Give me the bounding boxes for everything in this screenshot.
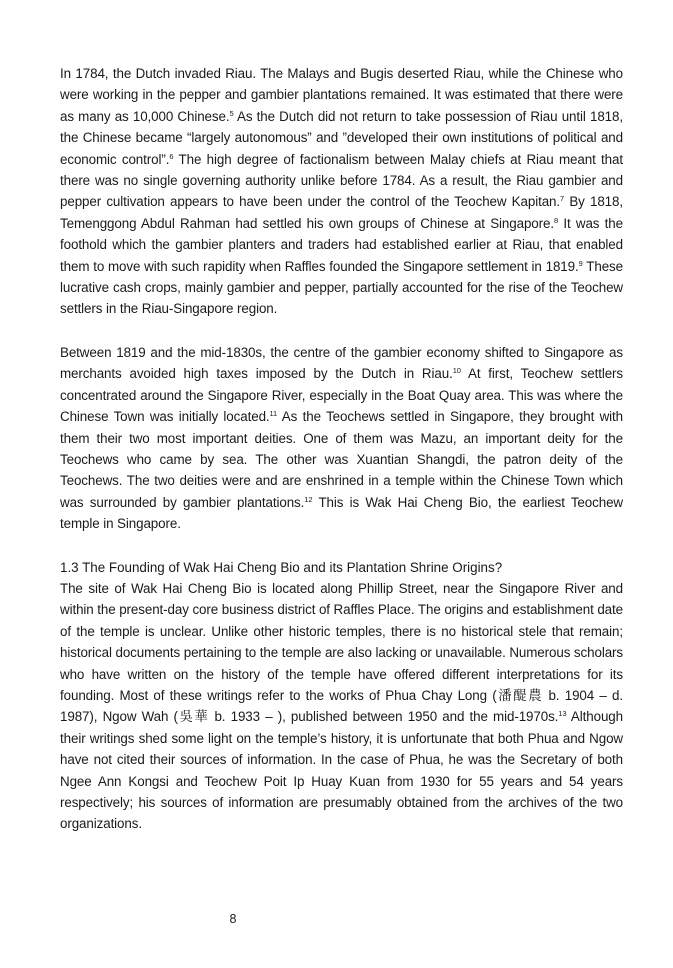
- paragraph-temple-founding: [60, 578, 623, 835]
- footnote-marker: 8: [553, 215, 559, 225]
- text-run: The high degree of factionalism between Malay chiefs at Riau meant that there was no single governing authority unlike before 1784. As a result, the Riau gambier and pepper cultivation appears to have been under the control of the Teochew Kapitan.: [60, 151, 623, 210]
- text-run: These lucrative cash crops, mainly gambier and pepper, partially accounted for the rise of the Teochew settlers in the Riau-Singapore region.: [60, 258, 623, 317]
- footnote-marker: 13: [558, 709, 567, 719]
- paragraph-riau-history: [60, 63, 623, 320]
- footnote-marker: 11: [269, 409, 278, 419]
- text-run: Between 1819 and the mid-1830s, the centre of the gambier economy shifted to Singapore as merchants avoided high taxes imposed by the Dutch in Riau.: [60, 344, 623, 382]
- text-run: This is Wak Hai Cheng Bio, the earliest Teochew temple in Singapore.: [60, 494, 623, 532]
- footnote-marker: 10: [452, 366, 461, 376]
- footnote-marker: 6: [169, 151, 174, 161]
- text-run: It was the foothold which the gambier planters and traders had established earlier at Riau, that enabled them to move with such rapidity when Raffles founded the Singapore settlement in 1819.: [60, 215, 623, 274]
- section-heading: 1.3 The Founding of Wak Hai Cheng Bio and its Plantation Shrine Origins?: [60, 559, 503, 575]
- document-body: [60, 63, 623, 835]
- text-run: As the Teochews settled in Singapore, they brought with them their two most important deities. One of them was Mazu, an important deity for the Teochews who came by sea. The other was Xuantian Shangdi, the patron deity of the Teochews. The two deities were and are enshrined in a temple within the Chinese Town which was surrounded by gambier plantations.: [60, 409, 623, 510]
- text-run: Although their writings shed some light on the temple’s history, it is unfortunate that both Phua and Ngow have not cited their sources of information. In the case of Phua, he was the Secretary of both Ngee Ann Kongsi and Teochew Poit Ip Huay Kuan from 1930 for 55 years and 54 years respectively; his sources of information are presumably obtained from the archives of the two organizations.: [60, 709, 623, 832]
- text-run: As the Dutch did not return to take possession of Riau until 1818, the Chinese became “largely autonomous” and ”developed their own institutions of political and economic control”.: [60, 108, 623, 167]
- text-run: The site of Wak Hai Cheng Bio is located along Phillip Street, near the Singapore River and within the present-day core business district of Raffles Place. The origins and establishment date of the temple is unclear. Unlike other historic temples, there is no historical stele that remain; historical documents pertaining to the temple are also lacking or unavailable. Numerous scholars who have written on the history of the temple have offered different interpretations for its founding. Most of these writings refer to the works of Phua Chay Long (潘醍農 b. 1904 – d. 1987), Ngow Wah (吳華 b. 1933 – ), published between 1950 and the mid-1970s.: [60, 580, 623, 725]
- paragraph-gambier-economy: [60, 342, 623, 535]
- footnote-marker: 12: [304, 494, 313, 504]
- text-run: By 1818, Temenggong Abdul Rahman had settled his own groups of Chinese at Singapore.: [60, 194, 623, 231]
- footnote-marker: 7: [560, 194, 565, 204]
- footnote-marker: 9: [578, 258, 583, 268]
- text-run: At first, Teochew settlers concentrated around the Singapore River, especially in the Boat Quay area. This was where the Chinese Town was initially located.: [60, 366, 624, 425]
- paragraph-spacer: [60, 320, 623, 342]
- paragraph-spacer: [60, 535, 623, 557]
- footnote-marker: 5: [229, 108, 234, 118]
- text-run: In 1784, the Dutch invaded Riau. The Malays and Bugis deserted Riau, while the Chinese who were working in the pepper and gambier plantations remained. It was estimated that there were as many as 10,000 Chinese.: [60, 66, 623, 124]
- page-number: 8: [229, 912, 237, 926]
